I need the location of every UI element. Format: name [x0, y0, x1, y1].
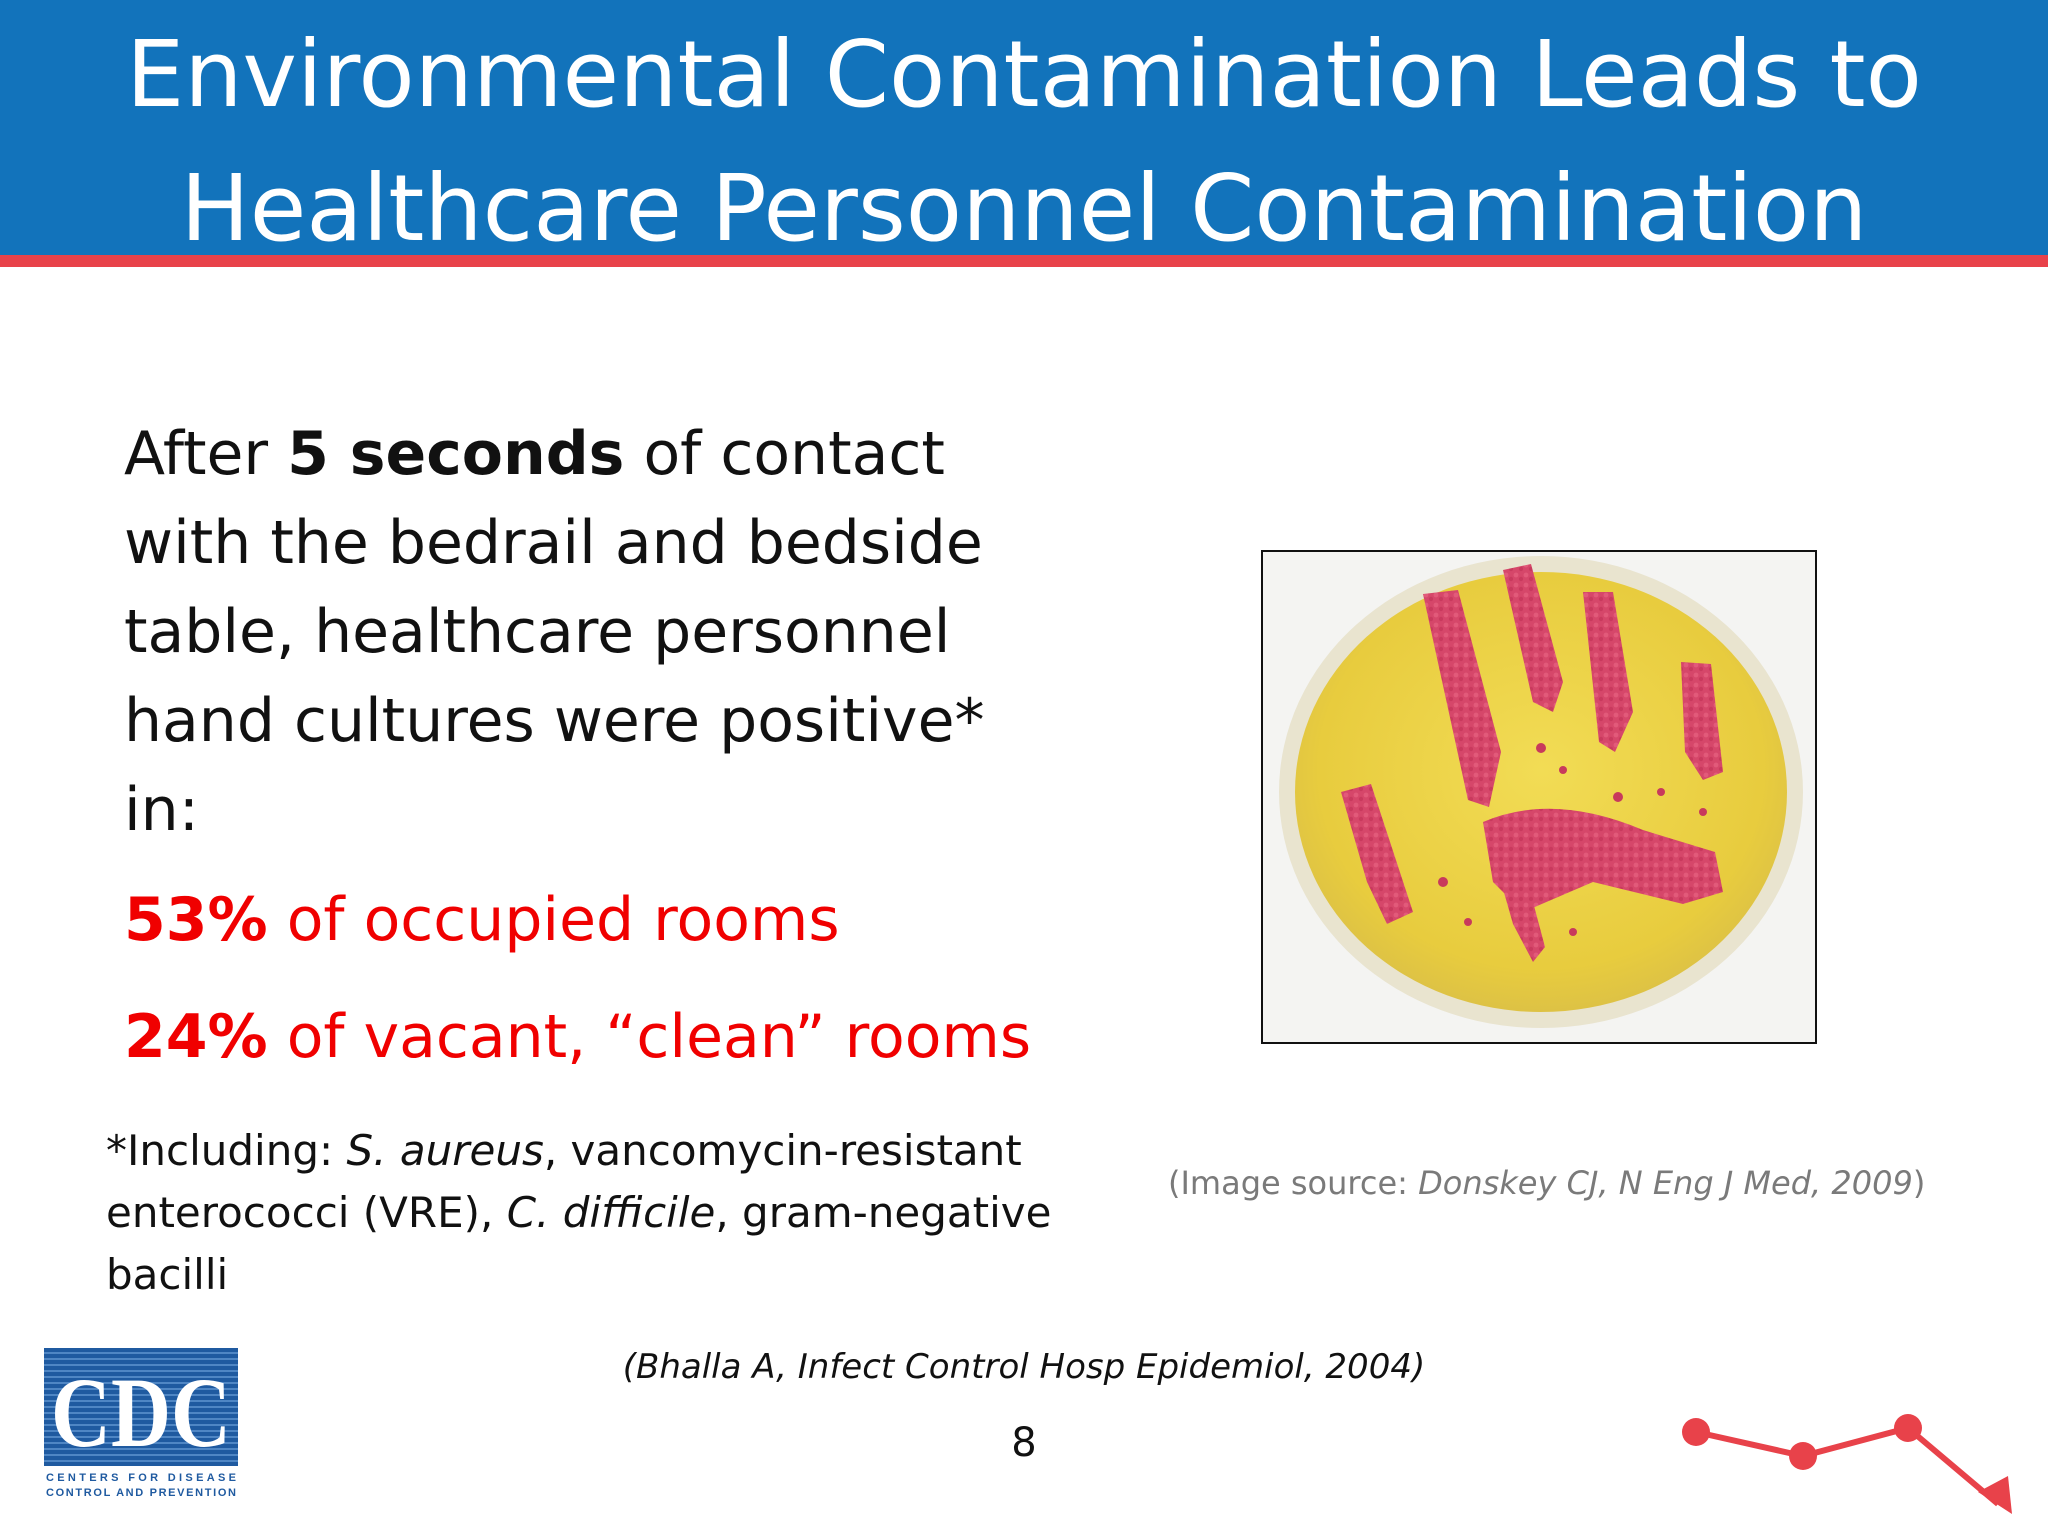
footnote-prefix: *Including:: [106, 1126, 347, 1175]
logo-letters: CDC: [51, 1357, 231, 1468]
main-text-before: After: [124, 419, 288, 489]
image-source-suffix: ): [1912, 1164, 1926, 1202]
stat-vacant-rooms: [124, 997, 1031, 1077]
stat-label: of vacant, “clean” rooms: [267, 1002, 1032, 1072]
cdc-logo: [44, 1348, 244, 1502]
footnote-organism-1: S. aureus: [346, 1126, 544, 1175]
image-source: [1168, 1160, 1926, 1206]
cdc-logo-icon: [44, 1348, 244, 1498]
trend-line-icon: [1678, 1408, 2018, 1518]
footnote-middle: , vancomycin-resistant enterococci (VRE),: [106, 1126, 1022, 1237]
title-line-1: Environmental Contamination Leads to: [126, 21, 1922, 128]
downward-trend-icon: [1678, 1408, 2018, 1522]
page-number: 8: [1011, 1420, 1037, 1466]
main-text-after: of contact with the bedrail and bedside table, healthcare personnel hand cultures were positive* in:: [124, 419, 985, 845]
main-text-bold: 5 seconds: [287, 419, 625, 489]
logo-line-1: CENTERS FOR DISEASE: [46, 1472, 236, 1484]
footnote-organism-2: C. difficile: [506, 1188, 716, 1237]
footnote-suffix: , gram-negative bacilli: [106, 1188, 1052, 1299]
image-source-ref: Donskey CJ, N Eng J Med, 2009: [1418, 1164, 1913, 1202]
main-statement: [124, 410, 1064, 855]
title-line-2: Healthcare Personnel Contamination: [180, 155, 1868, 262]
image-source-prefix: (Image source:: [1168, 1164, 1419, 1202]
logo-line-2: CONTROL AND PREVENTION: [46, 1487, 236, 1499]
petri-dish-photo: [1261, 550, 1817, 1044]
stat-occupied-rooms: [124, 880, 840, 960]
stat-value: 53%: [124, 885, 268, 955]
footnote: [106, 1120, 1066, 1306]
stat-label: of occupied rooms: [267, 885, 840, 955]
slide-title: [0, 8, 2048, 276]
citation: (Bhalla A, Infect Control Hosp Epidemiol, 2004): [622, 1347, 1426, 1387]
petri-dish-handprint-icon: [1263, 552, 1815, 1042]
stat-value: 24%: [124, 1002, 268, 1072]
